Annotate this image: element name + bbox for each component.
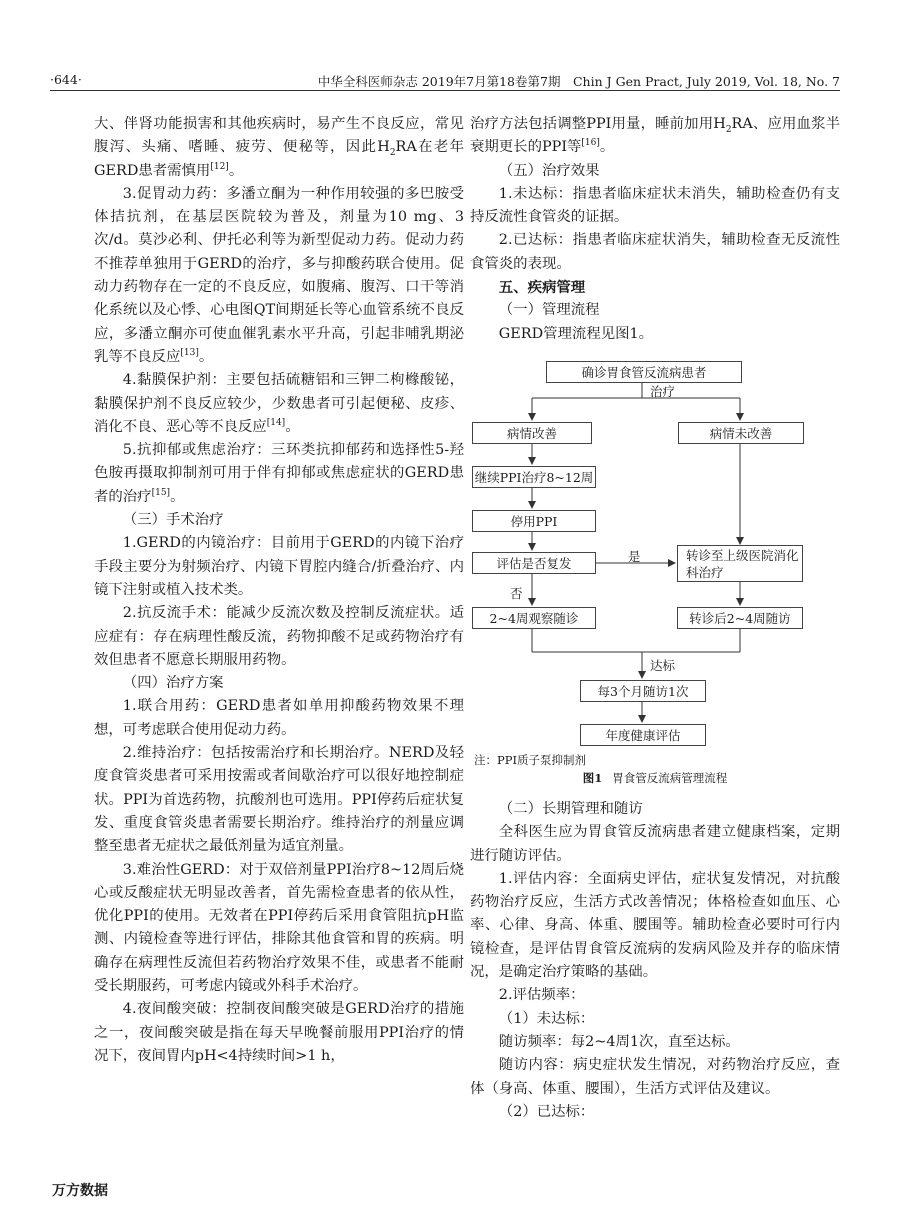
paragraph: 全科医生应为胃食管反流病患者建立健康档案，定期进行随访评估。: [470, 824, 840, 864]
paragraph: （1）未达标：: [498, 1010, 595, 1027]
chapter-heading: 五、疾病管理: [498, 279, 586, 297]
box-annual: 年度健康评估: [580, 724, 706, 746]
paragraph: 2.维持治疗：包括按需治疗和长期治疗。NERD及轻度食管炎患者可采用按需或者间歇治疗可以很好地控制症状。PPI为首选药物，抗酸剂也可选用。PPI停药后症状复发、重度食管炎患者需要长期治疗。维持治疗的剂量应调整至患者无症状之最低剂量为适宜剂量。: [94, 745, 464, 855]
box-diagnosed: 确诊胃食管反流病患者: [546, 361, 742, 383]
box-improved: 病情改善: [472, 422, 592, 444]
paragraph: 大、伴肾功能损害和其他疾病时，易产生不良反应，常见腹泻、头痛、嗜睡、疲劳、便秘等，因此$H_2RA$在老年GERD患者需慎用[12]。: [94, 116, 464, 179]
box-referral: 转诊至上级医院消化科治疗: [677, 545, 803, 582]
paragraph: （2）已达标：: [498, 1103, 595, 1120]
paragraph: 3.难治性GERD：对于双倍剂量PPI治疗8~12周后烧心或反酸症状无明显改善者，首先需检查患者的依从性，优化PPI的使用。无效者在PPI停药后采用食管阻抗pH监测、内镜检查等进行评估，排除其他食管和胃的疾病。明确存在病理性反流但若药物治疗效果不佳，或患者不能耐受长期服药，可考虑内镜或外科手术治疗。: [94, 861, 464, 994]
label-treat: 治疗: [650, 384, 676, 399]
right-column-bottom: [470, 798, 840, 1124]
management-flowchart: [470, 357, 840, 787]
paragraph: 4.夜间酸突破：控制夜间酸突破是GERD治疗的措施之一，夜间酸突破是指在每天早晚餐前服用PPI治疗的情况下，夜间胃内pH<4持续时间>1 h，: [94, 1001, 464, 1064]
paragraph: 2.评估频率：: [498, 987, 585, 1004]
box-quarterly: 每3个月随访1次: [580, 680, 706, 702]
figure-title: 胃食管反流病管理流程: [612, 771, 728, 785]
section-heading: （三）手术治疗: [122, 512, 224, 529]
right-column-top: [470, 113, 840, 346]
box-referral-followup: 转诊后2~4周随访: [677, 607, 803, 629]
paragraph: 2.抗反流手术：能减少反流次数及控制反流症状。适应症有：存在病理性酸反流，药物抑酸不足或药物治疗有效但患者不愿意长期服用药物。: [94, 605, 464, 668]
paragraph: 4.黏膜保护剂：主要包括硫糖铝和三钾二枸橼酸铋，黏膜保护剂不良反应较少，少数患者可引起便秘、皮疹、消化不良、恶心等不良反应[14]。: [94, 372, 464, 435]
box-not-improved: 病情未改善: [678, 422, 804, 444]
paragraph: 1.评估内容：全面病史评估，症状复发情况，对抗酸药物治疗反应，生活方式改善情况；体格检查如血压、心率、心律、身高、体重、腰围等。辅助检查必要时可行内镜检查，是评估胃食管反流病的发病风险及并存的临床情况，是确定治疗策略的基础。: [470, 870, 840, 981]
section-heading: （二）长期管理和随访: [498, 801, 643, 817]
page-number: ·644·: [50, 72, 82, 87]
box-stop-ppi: 停用PPI: [472, 510, 596, 532]
page-header: [50, 70, 840, 91]
paragraph: 治疗方法包括调整PPI用量，睡前加用$H_2RA$、应用血浆半衰期更长的PPI等[16]。: [470, 116, 840, 156]
figure-note: 注：PPI质子泵抑制剂: [474, 753, 587, 767]
label-no: 否: [510, 586, 523, 601]
paragraph: 随访内容：病史症状发生情况，对药物治疗反应，查体（身高、体重、腰围），生活方式评估及建议。: [470, 1057, 840, 1097]
box-assess-relapse: 评估是否复发: [472, 552, 596, 574]
figure-number: 图1: [582, 771, 603, 785]
figure-caption: [470, 770, 840, 786]
journal-citation: 中华全科医师杂志 2019年7月第18卷第7期 Chin J Gen Pract, July 2019, Vol. 18, No. 7: [317, 74, 840, 89]
paragraph: 随访频率：每2~4周1次，直至达标。: [498, 1033, 740, 1050]
paragraph: 1.联合用药：GERD患者如单用抑酸药物效果不理想，可考虑联合使用促动力药。: [94, 698, 464, 738]
paragraph: 3.促胃动力药：多潘立酮为一种作用较强的多巴胺受体拮抗剂，在基层医院较为普及，剂量为10 mg、3次/d。莫沙必利、伊托必利等为新型促动力药。促动力药不推荐单独用于GERD的治疗，多与抑酸药联合使用。促动力药物存在一定的不良反应，如腹痛、腹泻、口干等消化系统以及心悸、心电图QT间期延长等心血管系统不良反应，多潘立酮亦可使血催乳素水平升高，引起非哺乳期泌乳等不良反应[13]。: [94, 185, 464, 365]
label-reached: 达标: [650, 658, 676, 673]
box-observe: 2~4周观察随诊: [472, 607, 596, 629]
paragraph: 1.GERD的内镜治疗：目前用于GERD的内镜下治疗手段主要分为射频治疗、内镜下胃腔内缝合/折叠治疗、内镜下注射或植入技术类。: [94, 535, 464, 598]
label-yes: 是: [628, 549, 641, 564]
paragraph: GERD管理流程见图1。: [498, 325, 654, 342]
section-heading: （四）治疗方案: [122, 675, 224, 692]
paragraph: 5.抗抑郁或焦虑治疗：三环类抗抑郁药和选择性5-羟色胺再摄取抑制剂可用于伴有抑郁或焦虑症状的GERD患者的治疗[15]。: [94, 442, 464, 505]
footer-brand: 万方数据: [52, 1183, 108, 1199]
paragraph: 1.未达标：指患者临床症状未消失，辅助检查仍有支持反流性食管炎的证据。: [470, 185, 840, 226]
section-heading: （五）治疗效果: [498, 162, 600, 179]
paragraph: 2.已达标：指患者临床症状消失，辅助检查无反流性食管炎的表现。: [470, 232, 840, 272]
section-heading: （一）管理流程: [498, 302, 600, 319]
left-column: [94, 113, 464, 1068]
box-continue-ppi: 继续PPI治疗8~12周: [472, 466, 596, 488]
